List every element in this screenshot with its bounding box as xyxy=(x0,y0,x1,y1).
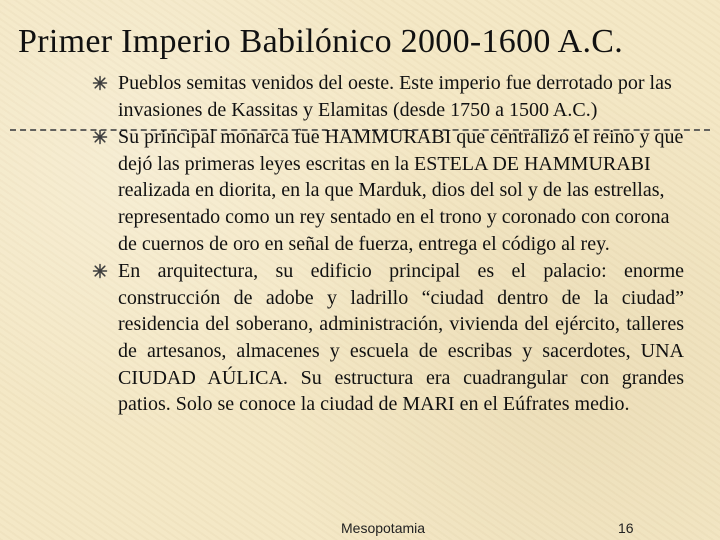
page-number: 16 xyxy=(618,520,634,536)
asterisk-bullet-icon xyxy=(92,129,108,145)
bullet-text-3: En arquitectura, su edificio principal es el palacio: enorme construcción de adobe y ladrillo “ciudad dentro de la ciudad” residencia del soberano, administración, vivienda del ejército, talleres de artesanos, almacenes y escuela de escribas y sacerdotes, UNA CIUDAD AÚLICA. Su estructura era cuadrangular con grandes patios. Solo se conoce la ciudad de MARI en el Eúfrates medio. xyxy=(118,260,684,416)
slide-title: Primer Imperio Babilónico 2000-1600 A.C. xyxy=(18,23,624,60)
bullet-item-2 xyxy=(92,124,684,257)
asterisk-bullet-icon xyxy=(92,263,108,279)
bullet-text-2: Su principal monarca fue HAMMURABI que centralizó el reino y que dejó las primeras leyes escritas en la ESTELA DE HAMMURABI realizada en diorita, en la que Marduk, dios del sol y de las estrellas, representado como un rey sentado en el trono y coronado con corona de cuernos de oro en señal de fuerza, entrega el código al rey. xyxy=(118,126,684,255)
footer-title: Mesopotamia xyxy=(341,520,426,536)
bullet-text-1: Pueblos semitas venidos del oeste. Este imperio fue derrotado por las invasiones de Kassitas y Elamitas (desde 1750 a 1500 A.C.) xyxy=(118,72,672,121)
asterisk-bullet-icon xyxy=(92,75,108,91)
bullet-item-1 xyxy=(92,70,684,123)
bullet-list xyxy=(92,70,684,419)
bullet-item-3 xyxy=(92,258,684,418)
